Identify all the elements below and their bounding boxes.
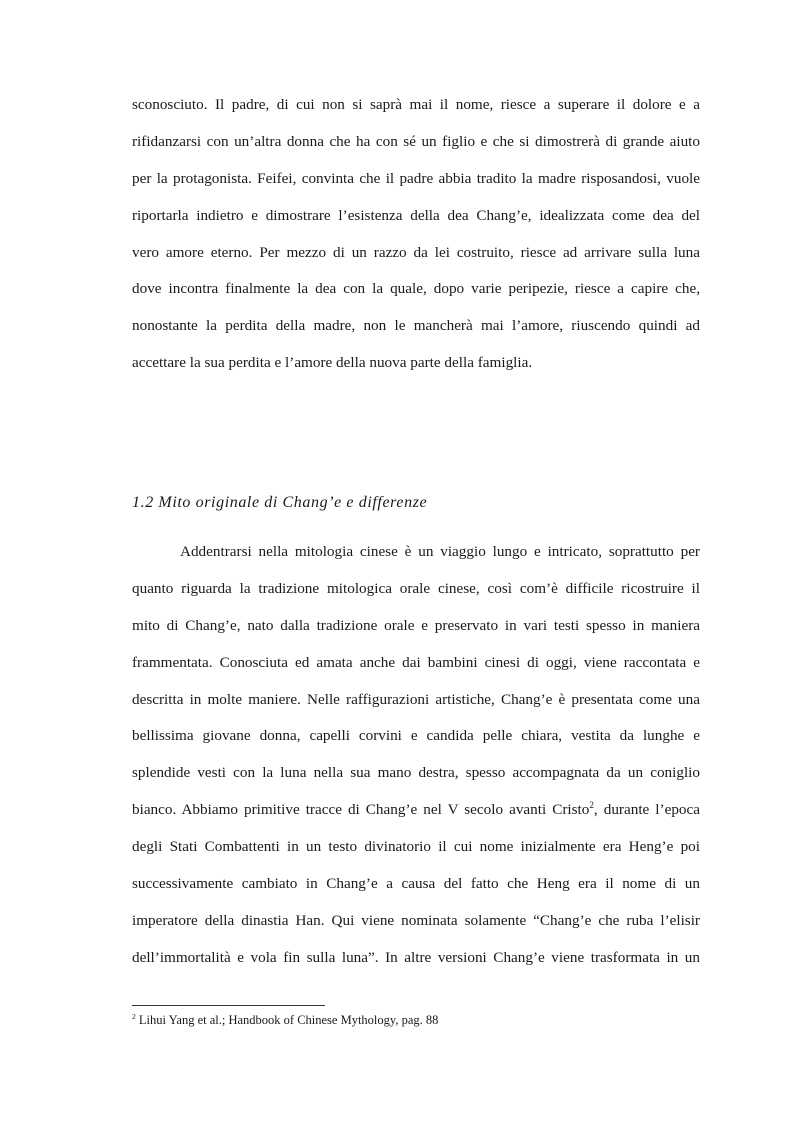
paragraph-myth: [132, 534, 700, 977]
text-line: frammentata. Conosciuta ed amata anche dai bambini cinesi di oggi, viene raccontata e: [132, 653, 700, 671]
text-line: dell’immortalità e vola fin sulla luna”. In altre versioni Chang’e viene trasformata in un: [132, 948, 700, 966]
text-line: vero amore eterno. Per mezzo di un razzo da lei costruito, riesce ad arrivare sulla luna: [132, 243, 700, 261]
text-line: splendide vesti con la luna nella sua mano destra, spesso accompagnata da un coniglio: [132, 764, 700, 782]
footnote-reference[interactable]: 2: [589, 800, 594, 811]
text-segment: bianco. Abbiamo primitive tracce di Chang’e nel V secolo avanti Cristo: [132, 801, 590, 819]
text-line-with-footnote: [132, 792, 700, 829]
text-line: descritta in molte maniere. Nelle raffigurazioni artistiche, Chang’e è presentata come una: [132, 690, 700, 708]
text-line: riportarla indietro e dimostrare l’esistenza della dea Chang’e, idealizzata come dea del: [132, 206, 700, 224]
text-line: degli Stati Combattenti in un testo divinatorio il cui nome inizialmente era Heng’e poi: [132, 838, 700, 856]
paragraph-continued: [132, 87, 700, 382]
section-heading: 1.2 Mito originale di Chang’e e differenze: [132, 494, 428, 511]
text-line: accettare la sua perdita e l’amore della nuova parte della famiglia.: [132, 354, 533, 372]
text-line: imperatore della dinastia Han. Qui viene nominata solamente “Chang’e che ruba l’elisir: [132, 911, 700, 929]
text-line: bellissima giovane donna, capelli corvini e candida pelle chiara, vestita da lunghe e: [132, 727, 700, 745]
text-line: quanto riguarda la tradizione mitologica orale cinese, così com’è difficile ricostruire il: [132, 579, 700, 597]
text-segment: , durante l’epoca: [593, 801, 700, 819]
text-line: mito di Chang’e, nato dalla tradizione orale e preservato in vari testi spesso in maniera: [132, 616, 700, 634]
text-line: Addentrarsi nella mitologia cinese è un viaggio lungo e intricato, soprattutto per: [180, 543, 700, 560]
text-line: sconosciuto. Il padre, di cui non si saprà mai il nome, riesce a superare il dolore e a: [132, 96, 700, 113]
text-line: rifidanzarsi con un’altra donna che ha con sé un figlio e che si dimostrerà di grande aiuto: [132, 132, 700, 150]
footnote-text: Lihui Yang et al.; Handbook of Chinese Mythology, pag. 88: [135, 1013, 439, 1027]
text-line: nonostante la perdita della madre, non le mancherà mai l’amore, riuscendo quindi ad: [132, 317, 700, 335]
footnote: [132, 1013, 438, 1028]
text-line: successivamente cambiato in Chang’e a causa del fatto che Heng era il nome di un: [132, 875, 700, 893]
footnote-marker: 2: [132, 1011, 136, 1021]
text-line: per la protagonista. Feifei, convinta che il padre abbia tradito la madre risposandosi, vuole: [132, 169, 700, 187]
footnote-divider: [132, 1005, 325, 1006]
text-line: dove incontra finalmente la dea con la quale, dopo varie peripezie, riesce a capire che,: [132, 280, 700, 298]
